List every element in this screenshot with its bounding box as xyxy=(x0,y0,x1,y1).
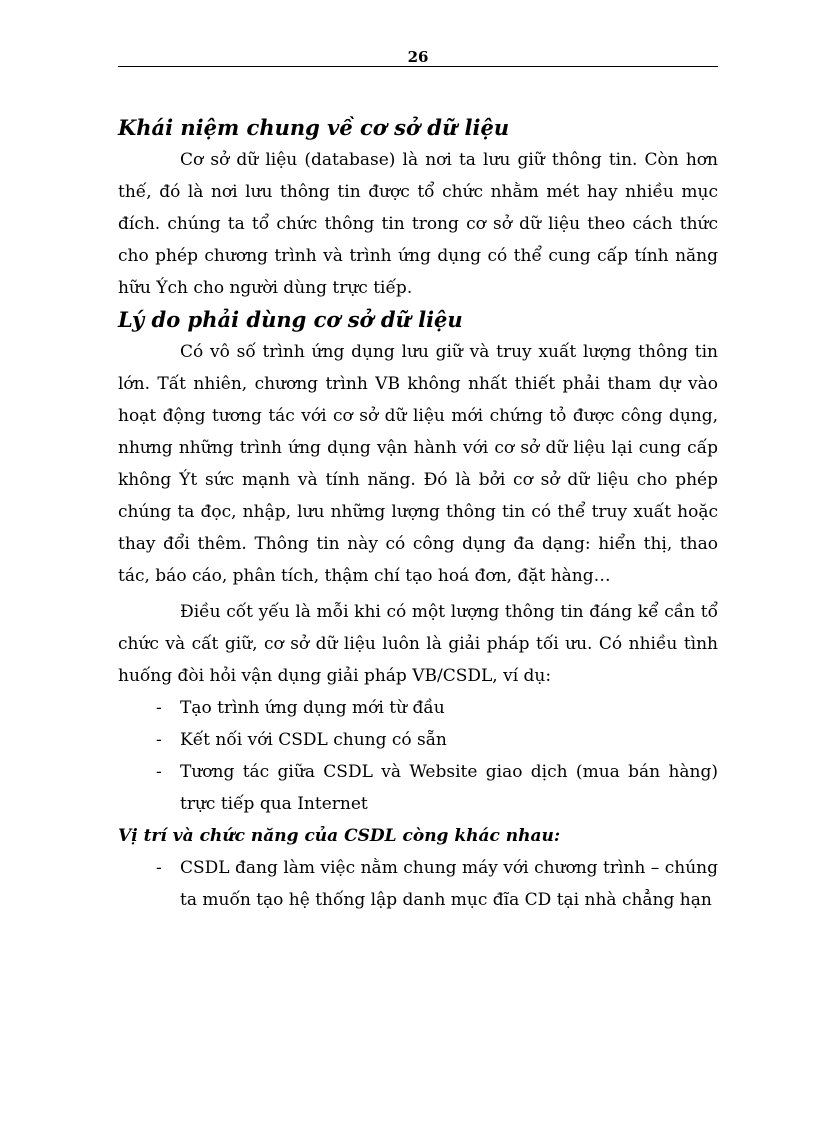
list-item xyxy=(118,756,718,820)
bullet-dash: - xyxy=(156,730,162,750)
list-item xyxy=(118,852,718,916)
section-heading-concept: Khái niệm chung về cơ sở dữ liệu xyxy=(118,115,510,140)
page-number: 26 xyxy=(407,48,429,66)
position-bullet-list xyxy=(118,852,718,916)
bullet-dash: - xyxy=(156,858,162,878)
section-heading-position: Vị trí và chức năng của CSDL còng khác nhau: xyxy=(118,826,561,846)
document-body xyxy=(118,112,718,916)
bullet-dash: - xyxy=(156,698,162,718)
paragraph-concept: Cơ sở dữ liệu (database) là nơi ta lưu giữ thông tin. Còn hơn thế, đó là nơi lưu thông tin được tổ chức nhằm mét hay nhiều mục đích. chúng ta tổ chức thông tin trong cơ sở dữ liệu theo cách thức cho phép chương trình và trình ứng dụng có thể cung cấp tính năng hữu Ých cho người dùng trực tiếp. xyxy=(118,150,718,298)
reason-bullet-list xyxy=(118,692,718,820)
list-item-text: Tạo trình ứng dụng mới từ đầu xyxy=(180,698,445,718)
paragraph-reason-1: Có vô số trình ứng dụng lưu giữ và truy xuất lượng thông tin lớn. Tất nhiên, chương trình VB không nhất thiết phải tham dự vào hoạt động tương tác với cơ sở dữ liệu mới chứng tỏ được công dụng, nhưng những trình ứng dụng vận hành với cơ sở dữ liệu lại cung cấp không Ýt sức mạnh và tính năng. Đó là bởi cơ sở dữ liệu cho phép chúng ta đọc, nhập, lưu những lượng thông tin có thể truy xuất hoặc thay đổi thêm. Thông tin này có công dụng đa dạng: hiển thị, thao tác, báo cáo, phân tích, thậm chí tạo hoá đơn, đặt hàng… xyxy=(118,342,718,586)
section-heading-reason: Lý do phải dùng cơ sở dữ liệu xyxy=(118,307,463,332)
bullet-dash: - xyxy=(156,762,162,782)
list-item-text: CSDL đang làm việc nằm chung máy với chương trình – chúng ta muốn tạo hệ thống lập danh mục đĩa CD tại nhà chẳng hạn xyxy=(180,858,718,910)
list-item xyxy=(118,692,718,724)
list-item-text: Tương tác giữa CSDL và Website giao dịch (mua bán hàng) trực tiếp qua Internet xyxy=(180,762,718,814)
list-item xyxy=(118,724,718,756)
list-item-text: Kết nối với CSDL chung có sẵn xyxy=(180,730,447,750)
header-divider xyxy=(118,66,718,67)
paragraph-reason-2: Điều cốt yếu là mỗi khi có một lượng thông tin đáng kể cần tổ chức và cất giữ, cơ sở dữ liệu luôn là giải pháp tối ưu. Có nhiều tình huống đòi hỏi vận dụng giải pháp VB/CSDL, ví dụ: xyxy=(118,602,718,686)
